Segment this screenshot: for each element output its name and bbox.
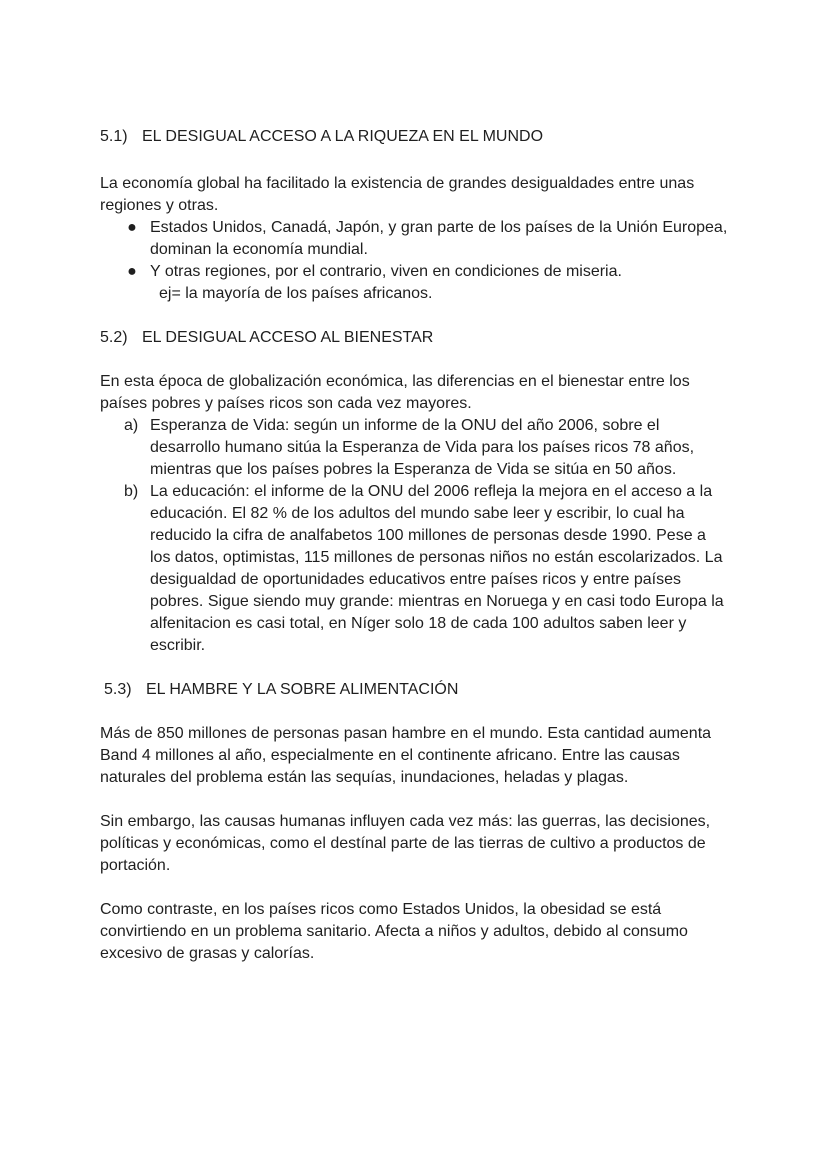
- list-item-text: La educación: el informe de la ONU del 2006 refleja la mejora en el acceso a la educación. El 82 % de los adultos del mundo sabe leer y escribir, lo cual ha reducido la cifra de analfabetos 100 millones de personas desde 1990. Pese a los datos, optimistas, 115 millones de personas niños no están escolarizados. La desigualdad de oportunidades educativos entre países ricos y entre países pobres. Sigue siendo muy grande: mientras en Noruega y en casi todo Europa la alfenitacion es casi total, en Níger solo 18 de cada 100 adultos saben leer y escribir.: [150, 483, 724, 654]
- list-item: [100, 261, 730, 283]
- bullet-icon: ●: [127, 219, 137, 236]
- list-item: [100, 217, 730, 261]
- section-heading-5-2: [100, 327, 730, 349]
- list-marker: a): [124, 417, 139, 434]
- bullet-icon: ●: [127, 263, 137, 280]
- section-intro-paragraph: En esta época de globalización económica, las diferencias en el bienestar entre los países pobres y países ricos son cada vez mayores.: [100, 373, 690, 412]
- section-number: 5.3): [104, 681, 132, 698]
- section-number: 5.2): [100, 329, 128, 346]
- list-marker: b): [124, 483, 139, 500]
- bullet-list: [100, 217, 730, 283]
- example-note: ej= la mayoría de los países africanos.: [159, 285, 433, 302]
- body-paragraph: Sin embargo, las causas humanas influyen cada vez más: las guerras, las decisiones, políticas y económicas, como el destínal parte de las tierras de cultivo a productos de portación.: [100, 813, 711, 874]
- list-item: [100, 481, 730, 657]
- document-page: [100, 126, 730, 965]
- section-heading-5-1: [100, 126, 730, 148]
- section-title: EL DESIGUAL ACCESO AL BIENESTAR: [142, 329, 434, 346]
- list-item-text: Esperanza de Vida: según un informe de la ONU del año 2006, sobre el desarrollo humano sitúa la Esperanza de Vida para los países ricos 78 años, mientras que los países pobres la Esperanza de Vida se sitúa en 50 años.: [150, 417, 695, 478]
- body-paragraph: Más de 850 millones de personas pasan hambre en el mundo. Esta cantidad aumenta Band 4 millones al año, especialmente en el continente africano. Entre las causas naturales del problema están las sequías, inundaciones, heladas y plagas.: [100, 725, 712, 786]
- list-item-text: Y otras regiones, por el contrario, viven en condiciones de miseria.: [150, 263, 622, 280]
- lettered-list: [100, 415, 730, 657]
- list-item: [100, 415, 730, 481]
- section-heading-5-3: [100, 679, 730, 701]
- section-intro-paragraph: La economía global ha facilitado la existencia de grandes desigualdades entre unas regiones y otras.: [100, 175, 695, 214]
- list-item-text: Estados Unidos, Canadá, Japón, y gran parte de los países de la Unión Europea, dominan la economía mundial.: [150, 219, 728, 258]
- section-title: EL DESIGUAL ACCESO A LA RIQUEZA EN EL MUNDO: [142, 128, 544, 145]
- section-title: EL HAMBRE Y LA SOBRE ALIMENTACIÓN: [146, 681, 459, 698]
- body-paragraph: Como contraste, en los países ricos como Estados Unidos, la obesidad se está convirtiendo en un problema sanitario. Afecta a niños y adultos, debido al consumo excesivo de grasas y calorías.: [100, 901, 688, 962]
- section-number: 5.1): [100, 128, 128, 145]
